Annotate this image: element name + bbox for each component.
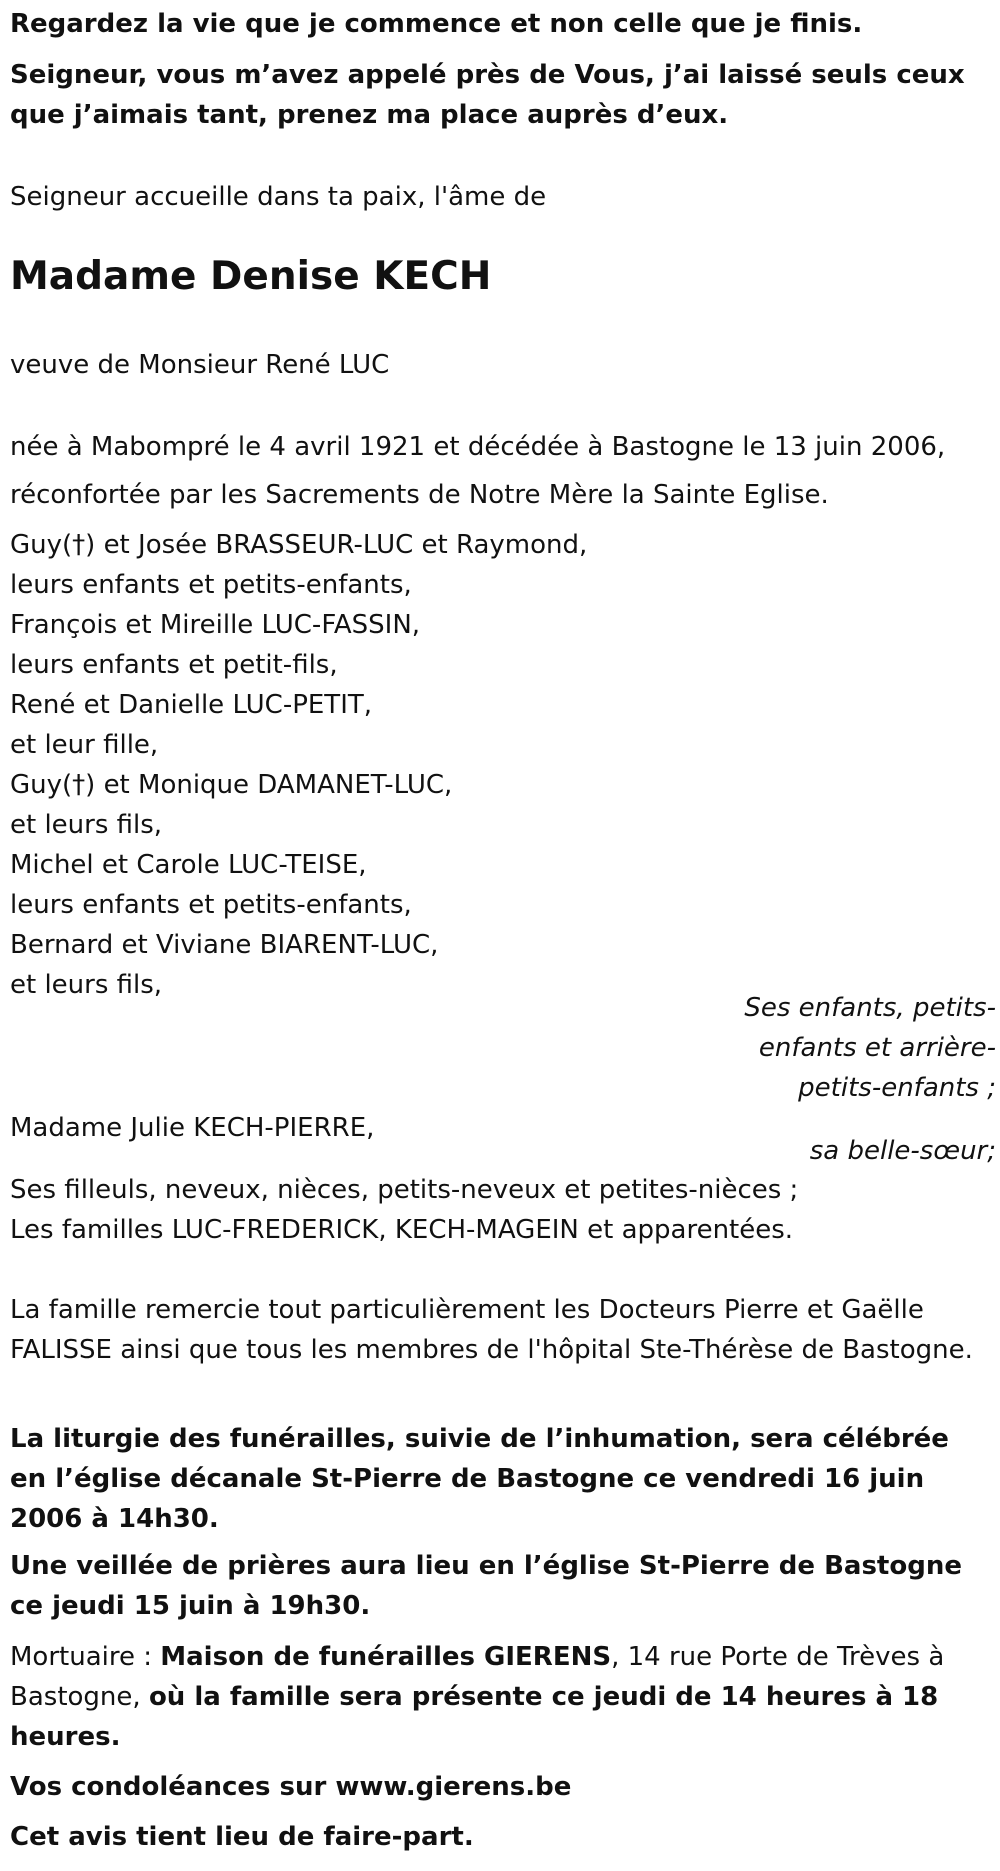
family-line: René et Danielle LUC-PETIT,	[10, 690, 373, 720]
notice-text: Cet avis tient lieu de faire-part.	[10, 1822, 474, 1852]
family-line: Bernard et Viviane BIARENT-LUC,	[10, 930, 439, 960]
family-line: Guy(†) et Josée BRASSEUR-LUC et Raymond,	[10, 530, 588, 560]
family-line: Guy(†) et Monique DAMANET-LUC,	[10, 770, 453, 800]
deceased-name: Madame Denise KECH	[10, 254, 492, 299]
family-line: François et Mireille LUC-FASSIN,	[10, 610, 421, 640]
condolences-text: Vos condoléances sur www.gierens.be	[10, 1772, 572, 1802]
mortuary-info	[10, 1637, 985, 1757]
family-line: leurs enfants et petits-enfants,	[10, 890, 412, 920]
prayer-text: Seigneur accueille dans ta paix, l'âme de	[10, 182, 547, 212]
children-role-line: Ses enfants, petits-	[744, 993, 996, 1023]
extended-family	[10, 1170, 798, 1250]
birth-death-text: née à Mabompré le 4 avril 1921 et décédée à Bastogne le 13 juin 2006,	[10, 432, 946, 462]
sacraments-text: réconfortée par les Sacrements de Notre Mère la Sainte Eglise.	[10, 480, 829, 510]
mortuary-label: Mortuaire :	[10, 1642, 161, 1672]
children-role	[736, 988, 996, 1108]
family-line: leurs enfants et petits-enfants,	[10, 570, 412, 600]
family-line: et leurs fils,	[10, 810, 163, 840]
children-role-line: enfants et arrière-	[758, 1033, 996, 1063]
liturgy-text: La liturgie des funérailles, suivie de l’inhumation, sera célébrée en l’église décanale St-Pierre de Bastogne ce vendredi 16 juin 2006 à 14h30.	[10, 1424, 949, 1534]
sister-in-law-name: Madame Julie KECH-PIERRE,	[10, 1113, 375, 1143]
epigraph-line-2: Seigneur, vous m’avez appelé près de Vous, j’ai laissé seuls ceux que j’aimais tant, prenez ma place auprès d’eux.	[10, 60, 965, 130]
children-role-line: petits-enfants ;	[798, 1073, 996, 1103]
epigraph-line-1: Regardez la vie que je commence et non celle que je finis.	[10, 9, 863, 39]
extended-family-line: Les familles LUC-FREDERICK, KECH-MAGEIN et apparentées.	[10, 1215, 794, 1245]
mortuary-presence: où la famille sera présente ce jeudi de 14 heures à 18 heures.	[10, 1682, 939, 1752]
family-line: et leur fille,	[10, 730, 159, 760]
mortuary-address: , 14 rue Porte de Trèves à Bastogne,	[10, 1642, 945, 1712]
family-line: leurs enfants et petit-fils,	[10, 650, 338, 680]
widow-of: veuve de Monsieur René LUC	[10, 350, 390, 380]
family-line: Michel et Carole LUC-TEISE,	[10, 850, 367, 880]
vigil-text: Une veillée de prières aura lieu en l’église St-Pierre de Bastogne ce jeudi 15 juin à 19h30.	[10, 1551, 962, 1621]
mortuary-place: Maison de funérailles GIERENS	[160, 1642, 612, 1672]
extended-family-line: Ses filleuls, neveux, nièces, petits-neveux et petites-nièces ;	[10, 1175, 799, 1205]
family-list	[10, 525, 587, 1005]
thanks-text: La famille remercie tout particulièrement les Docteurs Pierre et Gaëlle FALISSE ainsi que tous les membres de l'hôpital Ste-Thérèse de Bastogne.	[10, 1295, 973, 1365]
sister-in-law-role: sa belle-sœur;	[809, 1136, 996, 1166]
family-line: et leurs fils,	[10, 970, 163, 1000]
